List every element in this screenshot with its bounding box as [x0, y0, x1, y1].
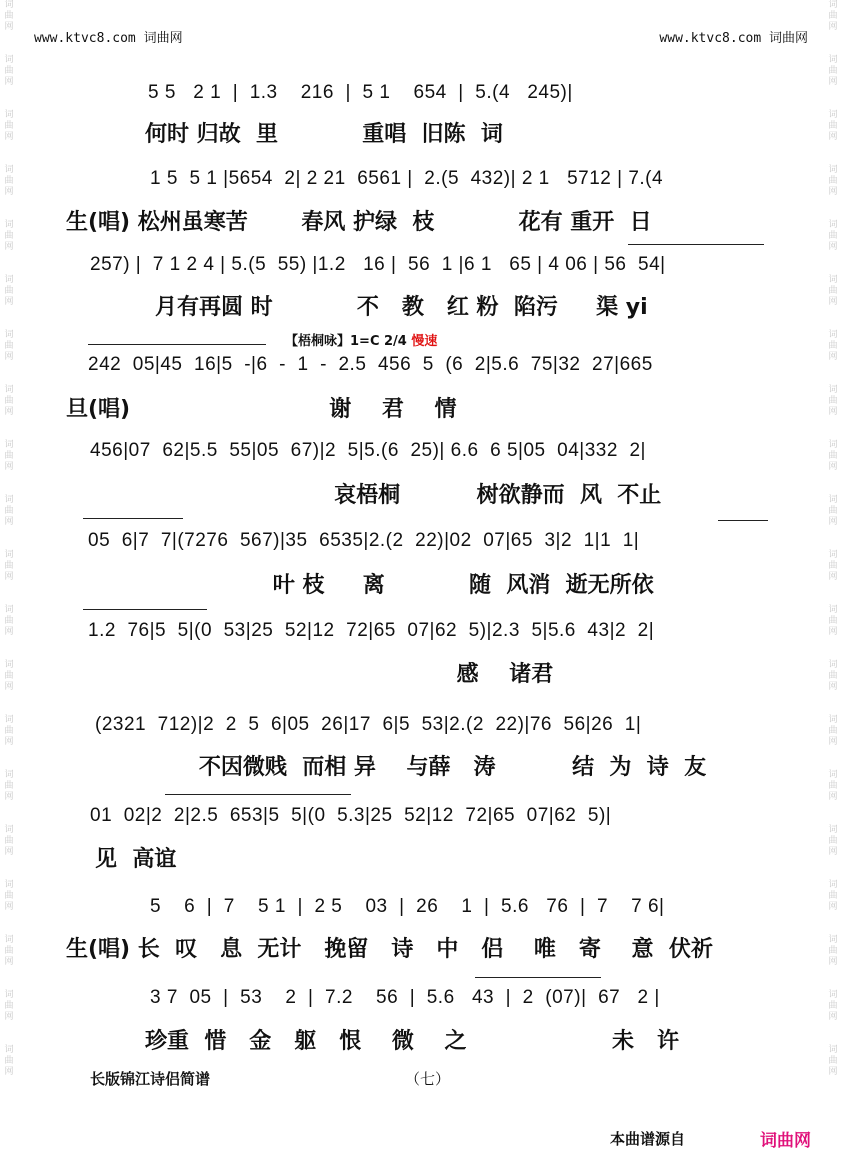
tie-line — [718, 520, 768, 521]
site-watermark-right: www.ktvc8.com 词曲网 — [659, 31, 808, 46]
notation-row-11: 3 7 05 | 53 2 | 7.2 56 | 5.6 43 | 2 (07)| 67 2 | — [150, 987, 660, 1008]
page-number: （七） — [405, 1070, 451, 1088]
notation-row-6: 05 6|7 7|(7276 567)|35 6535|2.(2 22)|02 07|65 3|2 1|1 1| — [88, 530, 640, 551]
notation-row-3: 257) | 7 1 2 4 | 5.(5 55) |1.2 16 | 56 1 |6 1 65 | 4 06 | 56 54| — [90, 254, 666, 275]
lyrics-row-9: 见 高谊 — [95, 847, 177, 872]
lyrics-row-11: 珍重 惜 金 躯 恨 微 之 未 许 — [145, 1029, 680, 1054]
tie-line — [88, 344, 266, 345]
tie-line — [83, 609, 207, 610]
notation-row-2: 1 5 5 1 |5654 2| 2 21 6561 | 2.(5 432)| 2 1 5712 | 7.(4 — [150, 168, 664, 189]
notation-row-8: (2321 712)|2 2 5 6|05 26|17 6|5 53|2.(2 22)|76 56|26 1| — [95, 714, 642, 735]
tempo-mark: 慢速 — [411, 334, 438, 349]
lyrics-row-4: 旦(唱) 谢 君 情 — [66, 397, 457, 422]
lyrics-row-3: 月有再圆 时 不 教 红 粉 陷污 渠 yi — [155, 295, 648, 320]
brand-logo: 词曲网 — [760, 1131, 811, 1151]
score-title: 长版锦江诗侣简谱 — [90, 1070, 211, 1088]
tie-line — [475, 977, 601, 978]
tie-line — [628, 244, 764, 245]
notation-row-1: 5 5 2 1 | 1.3 216 | 5 1 654 | 5.(4 245)| — [148, 82, 573, 103]
lyrics-row-1: 何时 归故 里 重唱 旧陈 词 — [145, 122, 503, 147]
notation-row-10: 5 6 | 7 5 1 | 2 5 03 | 26 1 | 5.6 76 | 7 7 6| — [150, 896, 665, 917]
lyrics-row-8: 不因微贱 而相 异 与薛 涛 结 为 诗 友 — [130, 755, 707, 780]
notation-row-4: 242 05|45 16|5 -|6 - 1 - 2.5 456 5 (6 2|5.6 75|32 27|665 — [88, 354, 653, 375]
tie-line — [165, 794, 351, 795]
site-watermark-left: www.ktvc8.com 词曲网 — [34, 31, 183, 46]
left-border-watermark: 词曲网 词曲网 词曲网 词曲网 词曲网 词曲网 词曲网 词曲网 词曲网 词曲网 词曲网 词曲网 词曲网 词曲网 词曲网 词曲网 词曲网 词曲网 词曲网 词曲网 — [4, 0, 14, 1077]
section-title — [285, 330, 437, 349]
section-key: 【梧桐咏】1=C 2/4 — [285, 334, 407, 349]
lyrics-row-10: 生(唱) 长 叹 息 无计 挽留 诗 中 侣 唯 寄 意 伏祈 — [66, 937, 713, 962]
lyrics-row-2: 生(唱) 松州虽寒苦 春风 护绿 枝 花有 重开 日 — [66, 210, 652, 235]
notation-row-7: 1.2 76|5 5|(0 53|25 52|12 72|65 07|62 5)|2.3 5|5.6 43|2 2| — [88, 620, 655, 641]
source-label: 本曲谱源自 — [610, 1130, 686, 1148]
lyrics-row-7: 感 诸君 — [66, 662, 554, 687]
notation-row-5: 456|07 62|5.5 55|05 67)|2 5|5.(6 25)| 6.6 6 5|05 04|332 2| — [90, 440, 646, 461]
tie-line — [83, 518, 183, 519]
lyrics-row-5: 哀梧桐 树欲静而 风 不止 — [66, 483, 662, 508]
lyrics-row-6: 叶 枝 离 随 风消 逝无所依 — [66, 573, 654, 598]
notation-row-9: 01 02|2 2|2.5 653|5 5|(0 5.3|25 52|12 72|65 07|62 5)| — [90, 805, 612, 826]
right-border-watermark: 词曲网 词曲网 词曲网 词曲网 词曲网 词曲网 词曲网 词曲网 词曲网 词曲网 词曲网 词曲网 词曲网 词曲网 词曲网 词曲网 词曲网 词曲网 词曲网 词曲网 — [828, 0, 838, 1077]
